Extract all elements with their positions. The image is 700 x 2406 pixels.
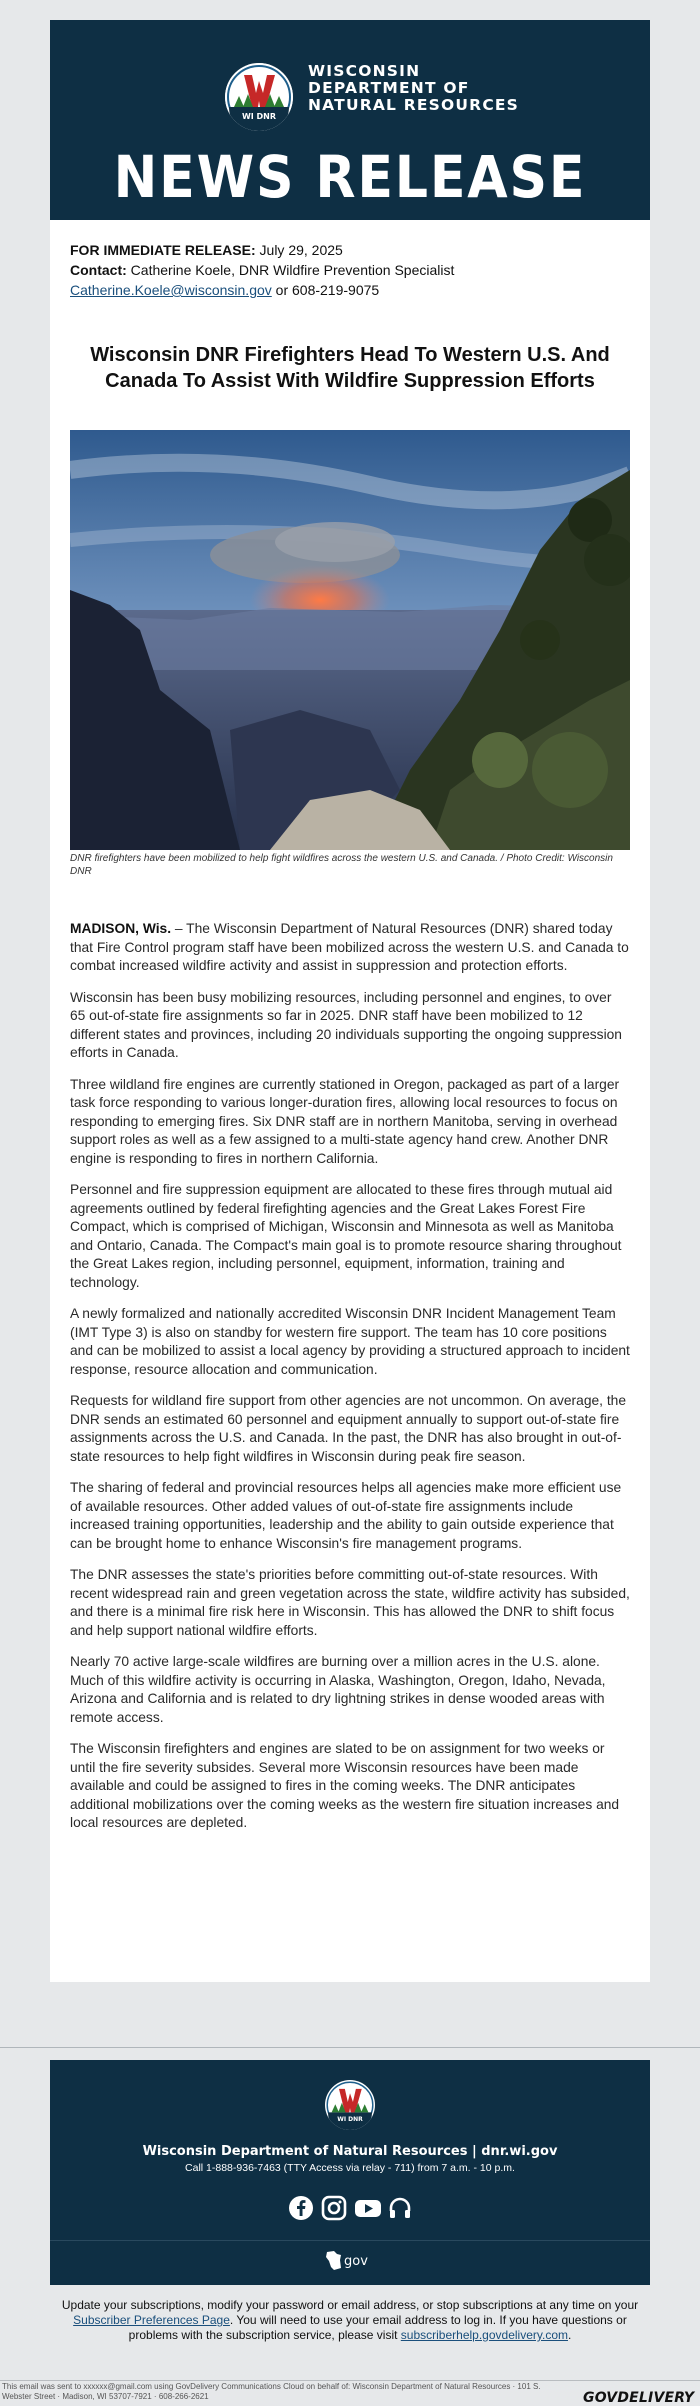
dateline: MADISON, Wis.	[70, 921, 172, 936]
paragraph-7: The sharing of federal and provincial resources helps all agencies make more efficient use of available resources. Other added values of out-of-state fire assignments include increased training opportunities, leadership and the ability to gain outside experience that can be brought home to enhance Wisconsin's fire management programs.	[70, 1480, 622, 1551]
footer-separator	[50, 2240, 650, 2241]
headline: Wisconsin DNR Firefighters Head To Western U.S. And Canada To Assist With Wildfire Suppression Efforts	[90, 344, 610, 392]
logo-text: WI DNR	[241, 112, 277, 121]
article-body	[70, 920, 630, 1846]
agency-line-1: WISCONSIN	[308, 62, 421, 80]
release-label: FOR IMMEDIATE RELEASE:	[70, 242, 256, 258]
youtube-icon[interactable]	[354, 2195, 380, 2221]
subscription-text-3: .	[567, 2328, 572, 2342]
paragraph-10: The Wisconsin firefighters and engines are slated to be on assignment for two weeks or until the fire severity subsides. Several more Wisconsin resources have been made available and could be assigned to fires in the coming weeks. The DNR anticipates additional mobilizations over the coming weeks as the western fire situation increases and local resources are depleted.	[70, 1741, 620, 1830]
paragraph-1	[70, 920, 630, 976]
agency-line-2: DEPARTMENT OF	[308, 79, 470, 97]
footer-org-line[interactable]: Wisconsin Department of Natural Resources | dnr.wi.gov	[142, 2144, 558, 2159]
subscriber-help-link[interactable]: subscriberhelp.govdelivery.com	[400, 2328, 568, 2342]
news-release-title: NEWS RELEASE	[113, 143, 587, 211]
podcast-icon[interactable]	[387, 2195, 413, 2221]
paragraph-8: The DNR assesses the state's priorities before committing out-of-state resources. With recent widespread rain and green vegetation across the state, wildfire activity has subsided, and there is a minimal fire risk here in Wisconsin. This has allowed the DNR to shift focus and help support national wildfire efforts.	[70, 1567, 630, 1638]
facebook-icon[interactable]	[288, 2195, 314, 2221]
contact-separator: or	[271, 282, 292, 298]
section-divider	[0, 2047, 700, 2048]
footer-logo-text: WI DNR	[337, 2116, 363, 2123]
paragraph-3: Three wildland fire engines are currently stationed in Oregon, packaged as part of a larger task force responding to various longer-duration fires, allowing local resources to focus on responding to emerging fires. Six DNR staff are in northern Manitoba, serving in overhead support roles as well as a few assigned to a multi-state agency hand crew. Another DNR engine is responding to fires in northern California.	[70, 1076, 620, 1166]
subscription-text-1: Update your subscriptions, modify your password or email address, or stop subscriptions at any time on your	[61, 2298, 639, 2312]
release-meta	[70, 240, 630, 300]
agency-name	[308, 63, 519, 114]
paragraph-2: Wisconsin has been busy mobilizing resources, including personnel and engines, to over 65 out-of-state fire assignments so far in 2025. DNR staff have been mobilized to 12 different states and provinces, including 20 individuals supporting the ongoing suppression efforts in Canada.	[70, 989, 622, 1060]
subscriber-preferences-link[interactable]: Subscriber Preferences Page	[73, 2313, 230, 2327]
paragraph-1-text: – The Wisconsin Department of Natural Resources (DNR) shared today that Fire Control program staff have been mobilized across the western U.S. and Canada to combat increased wildfire activity and assist in suppression and protection efforts.	[70, 921, 629, 973]
social-links	[288, 2195, 412, 2223]
contact-name: Catherine Koele, DNR Wildfire Prevention Specialist	[130, 262, 455, 278]
govdelivery-logo[interactable]: GOVDELIVERY	[583, 2390, 695, 2406]
photo-caption: DNR firefighters have been mobilized to help fight wildfires across the western U.S. and Canada. / Photo Credit: Wisconsin DNR	[70, 853, 613, 877]
paragraph-4: Personnel and fire suppression equipment are allocated to these fires through mutual aid agreements outlined by federal firefighting agencies and the Great Lakes Forest Fire Compact, which is comprised of Michigan, Wisconsin and Minnesota as well as Manitoba and Ontario, Canada. The Compact's main goal is to promote resource sharing throughout the Great Lakes region, including personnel, equipment, information, training and technology.	[70, 1182, 622, 1290]
wildfire-photo[interactable]	[70, 430, 630, 850]
subscription-text-2: . You will need to use your email address to log in. If you have questions or problems with the subscription service, please visit	[128, 2313, 627, 2342]
canyon-fire-image	[70, 430, 630, 850]
footer-call-line: Call 1-888-936-7463 (TTY Access via relay - 711) from 7 a.m. - 10 p.m.	[185, 2162, 515, 2174]
agency-line-3: NATURAL RESOURCES	[308, 96, 520, 114]
footer-dnr-logo[interactable]	[325, 2080, 375, 2130]
subscription-notice	[60, 2298, 640, 2343]
release-date-line	[70, 240, 630, 260]
dnr-footer	[50, 2060, 650, 2285]
dnr-logo[interactable]	[225, 63, 293, 131]
release-body	[50, 220, 650, 1982]
wisconsin-gov-label: gov	[344, 2254, 368, 2269]
bottom-divider	[0, 2380, 700, 2381]
sender-fineprint: This email was sent to xxxxxx@gmail.com using GovDelivery Communications Cloud on behalf of: Wisconsin Department of Natural Resources · 101 S. Webster Street · Madison, WI 53707-7921 · 608-266-2621	[2, 2382, 541, 2401]
release-date: July 29, 2025	[259, 242, 343, 258]
instagram-icon[interactable]	[321, 2195, 347, 2221]
contact-info-line	[70, 280, 630, 300]
contact-label: Contact:	[70, 262, 127, 278]
header-logo-row	[50, 43, 650, 138]
contact-email-link[interactable]: Catherine.Koele@wisconsin.gov	[70, 282, 272, 298]
paragraph-9: Nearly 70 active large-scale wildfires are burning over a million acres in the U.S. alone. Much of this wildfire activity is occurring in Alaska, Washington, Oregon, Idaho, Nevada, Arizona and California and is related to dry lightning strikes in dense wooded areas with remote access.	[70, 1654, 606, 1725]
wisconsin-state-icon	[325, 2250, 343, 2272]
contact-phone: 608-219-9075	[292, 282, 380, 298]
wisconsin-gov-logo[interactable]	[325, 2248, 375, 2276]
contact-line	[70, 260, 630, 280]
paragraph-6: Requests for wildland fire support from other agencies are not uncommon. On average, the DNR sends an estimated 60 personnel and equipment annually to support out-of-state fire assignments across the U.S. and Canada. In the past, the DNR has also brought in out-of-state resources to help fight wildfires in Wisconsin during peak fire season.	[70, 1393, 627, 1464]
news-release-header	[50, 20, 650, 220]
paragraph-5: A newly formalized and nationally accredited Wisconsin DNR Incident Management Team (IMT Type 3) is also on standby for western fire support. The team has 10 core positions and can be mobilized to assist a local agency by providing a structured approach to incident response, resource allocation and communication.	[70, 1306, 630, 1377]
